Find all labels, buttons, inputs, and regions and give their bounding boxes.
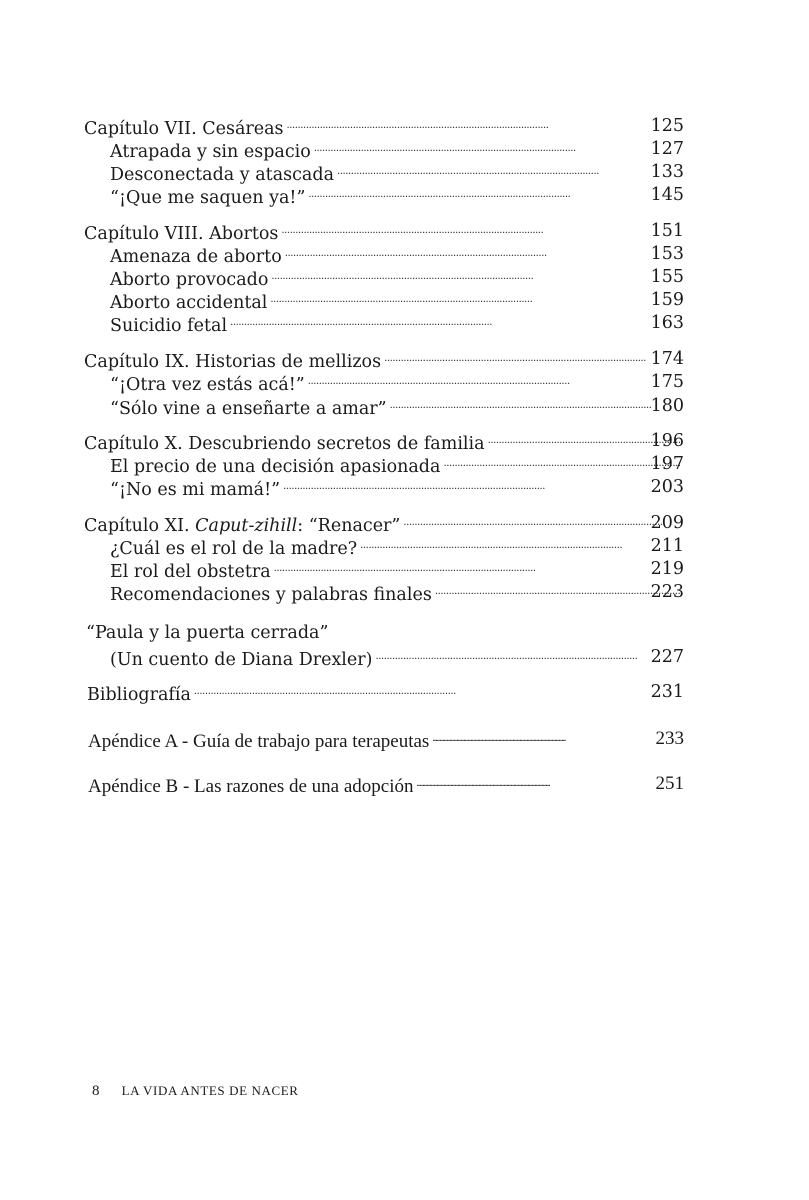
toc-entry-title: Amenaza de aborto [110,247,282,267]
toc-entry-page: 127 [650,139,684,159]
toc-dot-leader [308,183,680,203]
toc-dot-leader [287,114,680,134]
toc-entry [110,311,684,338]
toc-dot-leader [194,680,680,700]
toc-entry-title: (Un cuento de Diana Drexler) [110,650,373,670]
toc-entry-page: 159 [650,290,684,310]
toc-dot-leader [417,772,680,792]
toc-entry-title-italic: Caput-zihill [195,516,298,536]
toc-dot-leader [337,160,680,180]
toc-entry-page: 223 [650,582,684,602]
toc-entry-title: Desconectada y atascada [110,165,334,185]
toc-entry-title: Capítulo IX. Historias de mellizos [84,352,382,372]
toc-entry-page: 155 [650,267,684,287]
toc-entry-page: 133 [650,162,684,182]
toc-dot-leader [308,370,680,390]
toc-dot-leader [360,534,680,554]
toc-entry [110,580,684,607]
toc-entry-title: Bibliografía [87,685,191,705]
toc-entry-title: Atrapada y sin espacio [110,142,311,162]
toc-entry-page: 125 [650,116,684,136]
toc-entry-title: El rol del obstetra [110,562,271,582]
toc-entry-title: Recomendaciones y palabras finales [110,585,432,605]
toc-dot-leader [375,645,680,665]
toc-entry-title: Apéndice A - Guía de trabajo para terapeutas [88,731,430,752]
toc-entry-title: Aborto accidental [110,293,268,313]
page-number: 8 [92,1083,100,1099]
toc-entry-page: 203 [650,477,684,497]
toc-entry-page: 145 [650,185,684,205]
toc-entry-page: 251 [655,773,684,794]
toc-entry-page: 197 [650,454,684,474]
toc-entry [110,475,684,502]
toc-entry-page: 196 [650,431,684,451]
page-footer [92,1083,299,1100]
toc-entry-title-prefix: Capítulo XI. [84,516,196,536]
toc-dot-leader [283,475,680,495]
toc-entry-title: Apéndice B - Las razones de una adopción [88,776,414,797]
toc-entry-title: Capítulo VII. Cesáreas [84,119,284,139]
toc-entry-page: 153 [650,244,684,264]
toc-entry-page: 174 [650,349,684,369]
toc-dot-leader [270,288,680,308]
toc-entry-page: 211 [650,536,684,556]
toc-dot-leader [403,511,680,531]
running-title: LA VIDA ANTES DE NACER [121,1083,299,1098]
toc-entry-title: “¡Que me saquen ya!” [110,188,306,208]
toc-entry [110,183,684,210]
toc-entry-story-title: “Paula y la puerta cerrada” [86,623,329,643]
toc-entry-page: 231 [650,682,684,702]
toc-entry-title: “¡Otra vez estás acá!” [110,375,305,395]
toc-entry-page: 209 [650,513,684,533]
toc-dot-leader [390,394,680,414]
toc-dot-leader [432,727,680,747]
toc-entry-page: 151 [650,221,684,241]
toc-entry-title: Aborto provocado [110,270,269,290]
toc-dot-leader [285,242,680,262]
toc-dot-leader [384,347,680,367]
toc-entry-appendix-a [88,727,684,754]
toc-dot-leader [271,265,680,285]
toc-entry-page: 219 [650,559,684,579]
toc-entry-page: 227 [650,647,684,667]
toc-entry-title: Capítulo X. Descubriendo secretos de familia [84,434,485,454]
toc-entry-title: “¡No es mi mamá!” [110,480,281,500]
toc-dot-leader [274,557,680,577]
toc-entry-title: ¿Cuál es el rol de la madre? [110,539,358,559]
toc-entry-page: 233 [655,728,684,749]
toc-entry-page: 180 [650,396,684,416]
toc-entry [110,394,684,421]
toc-entry-bibliography [87,680,684,707]
toc-entry-page: 163 [650,313,684,333]
toc-entry-page: 175 [650,372,684,392]
toc-entry-title: Capítulo VIII. Abortos [84,224,279,244]
toc-dot-leader [230,311,680,331]
toc-dot-leader [435,580,680,600]
toc-dot-leader [281,219,680,239]
toc-entry [110,370,684,397]
toc-entry-title: Suicidio fetal [110,316,228,336]
toc-entry-title: “Sólo vine a enseñarte a amar” [110,399,387,419]
toc-dot-leader [443,452,680,472]
toc-entry-story [110,645,684,672]
toc-entry-title: El precio de una decisión apasionada [110,457,441,477]
toc-entry-title-suffix: : “Renacer” [297,516,401,536]
toc-dot-leader [314,137,680,157]
toc-entry-appendix-b [88,772,684,799]
